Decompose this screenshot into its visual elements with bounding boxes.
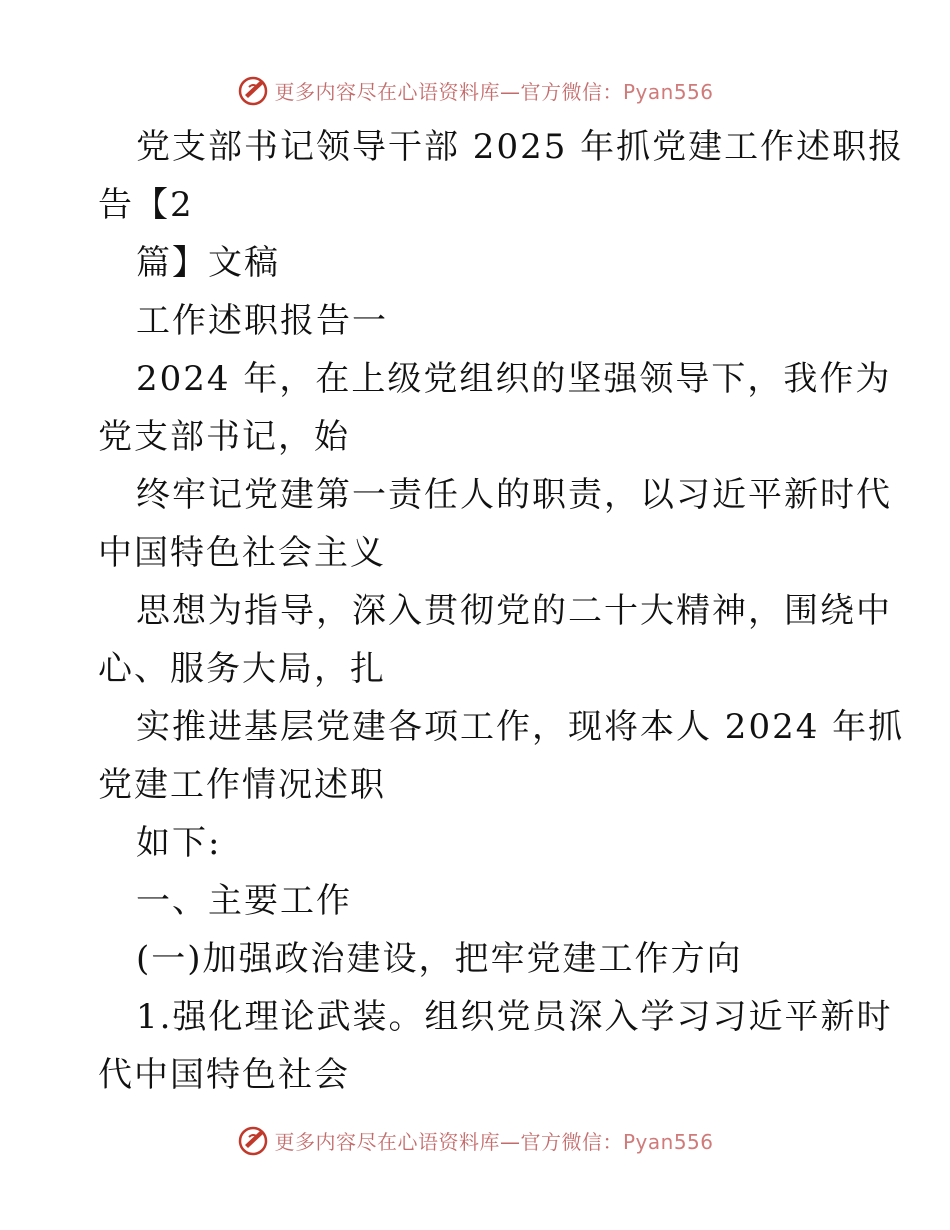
banner-wechat-id: Pyan556 (622, 79, 714, 104)
document-body (98, 118, 905, 1104)
body-line: 1.强化理论武装。组织党员深入学习习近平新时 (136, 997, 893, 1037)
body-line: 心、服务大局，扎 (98, 649, 386, 689)
brand-logo-icon (236, 1123, 270, 1157)
body-line: 终牢记党建第一责任人的职责，以习近平新时代 (136, 475, 892, 515)
body-line: 党支部书记，始 (98, 417, 350, 457)
body-line: 中国特色社会主义 (98, 533, 386, 573)
body-line: 如下: (136, 823, 222, 863)
banner-wechat-id: Pyan556 (622, 1129, 714, 1154)
body-line: 党建工作情况述职 (98, 765, 386, 805)
banner-text (274, 1126, 713, 1155)
body-line: 篇】文稿 (136, 243, 280, 283)
banner-label: 更多内容尽在心语资料库—官方微信： (274, 1129, 623, 1154)
body-line: 实推进基层党建各项工作，现将本人 2024 年抓 (136, 707, 905, 747)
body-line: 思想为指导，深入贯彻党的二十大精神，围绕中 (136, 591, 892, 631)
body-line: 工作述职报告一 (136, 301, 388, 341)
banner-text (274, 76, 713, 105)
banner-label: 更多内容尽在心语资料库—官方微信： (274, 79, 623, 104)
body-line: 2024 年，在上级党组织的坚强领导下，我作为 (136, 359, 892, 399)
body-line: 代中国特色社会 (98, 1055, 350, 1095)
body-line: 告【2 (98, 185, 194, 225)
brand-logo-icon (236, 73, 270, 107)
header-banner (0, 70, 950, 110)
body-line: 党支部书记领导干部 2025 年抓党建工作述职报 (136, 127, 905, 167)
body-line: (一)加强政治建设，把牢党建工作方向 (136, 939, 743, 979)
footer-banner (0, 1120, 950, 1160)
body-line: 一、主要工作 (136, 881, 352, 921)
